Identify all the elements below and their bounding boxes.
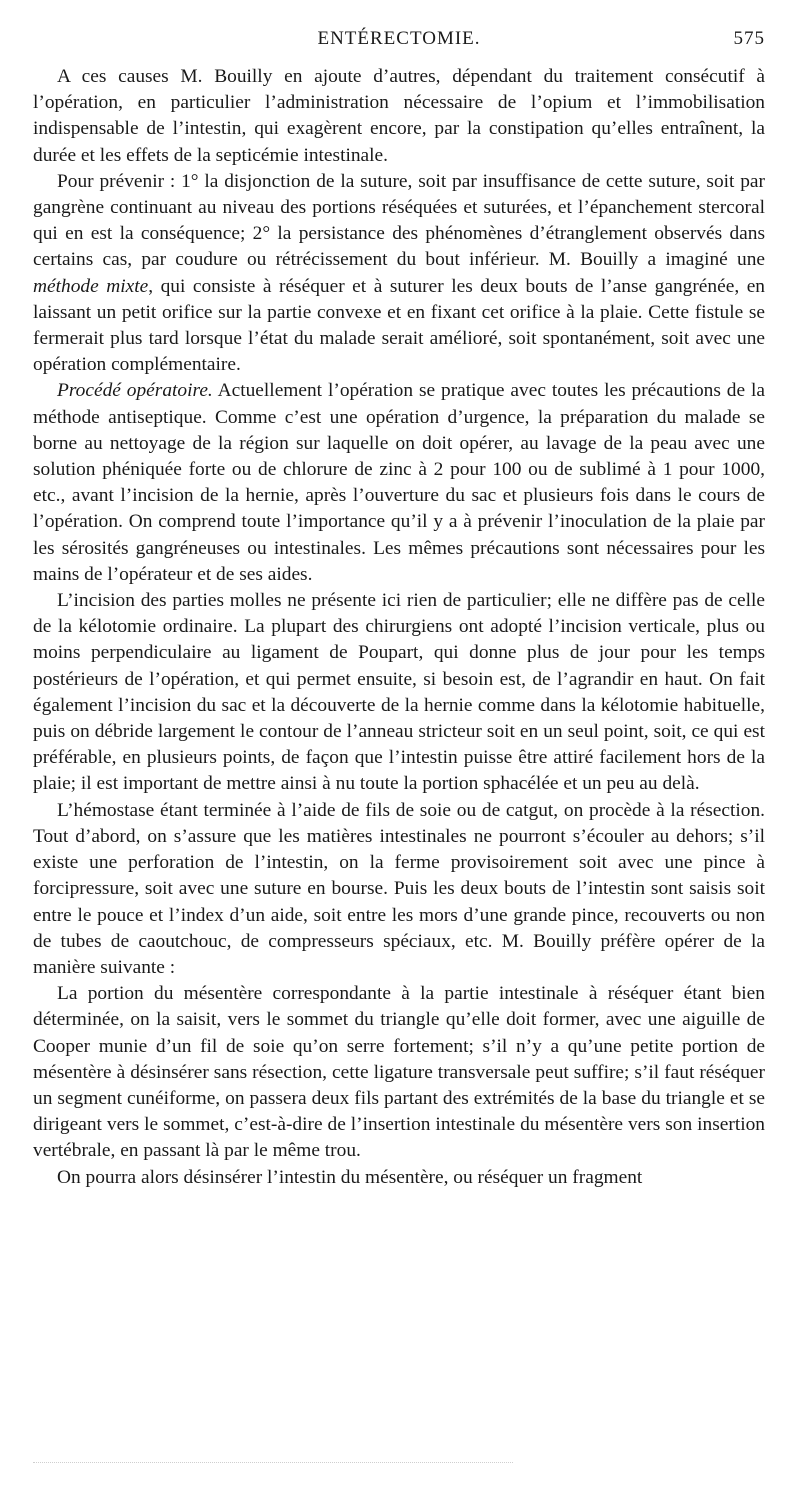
paragraph-7: On pourra alors désinsérer l’intestin du mésentère, ou réséquer un fragment [57,1166,643,1188]
bleed-through-mark [33,1462,513,1465]
paragraph-2-text-b: , qui consiste à réséquer et à suturer les deux bouts de l’anse gangrénée, en laissant un petit orifice sur la partie convexe et en fixant cet orifice à la plaie. Cette fistule se fermerait plus tard lorsque l’état du malade serait amélioré, soit spontanément, soit avec une opération complémentaire. [33,275,765,376]
page-number: 575 [733,28,765,49]
paragraph-5: L’hémostase étant terminée à l’aide de fils de soie ou de catgut, on procède à la résection. Tout d’abord, on s’assure que les matières intestinales ne pourront s’écouler au dehors; s’il existe une perforation de l’intestin, on la ferme provisoirement soit avec une pince à forcipressure, soit avec une suture en bourse. Puis les deux bouts de l’intestin sont saisis soit entre le pouce et l’index d’un aide, soit entre les mors d’une grande pince, recouverts ou non de tubes de caoutchouc, de compresseurs spéciaux, etc. M. Bouilly préfère opérer de la manière suivante : [33,799,765,978]
section-heading-procede: Procédé opératoire. [57,380,213,402]
paragraph-2-text-a: Pour prévenir : 1° la disjonction de la suture, soit par insuffisance de cette suture, soit par gangrène continuant au niveau des portions réséquées et suturées, et l’épanchement stercoral qui en est la conséquence; 2° la persistance des phénomènes d’étranglement observés dans certains cas, par coudure ou rétrécissement du bout inférieur. M. Bouilly a imaginé une [33,170,765,271]
running-header [33,28,765,58]
paragraph-3-text: Actuellement l’opération se pratique avec toutes les précautions de la méthode antiseptique. Comme c’est une opération d’urgence, la préparation du malade se borne au nettoyage de la région sur laquelle on doit opérer, au lavage de la peau avec une solution phéniquée forte ou de chlorure de zinc à 2 pour 100 ou de sublimé à 1 pour 1000, etc., avant l’incision de la hernie, après l’ouverture du sac et plusieurs fois dans le cours de l’opération. On comprend toute l’importance qu’il y a à prévenir l’inoculation de la plaie par les sérosités gangréneuses ou intestinales. Les mêmes précautions sont nécessaires pour les mains de l’opérateur et de ses aides. [33,380,765,585]
paragraph-1: A ces causes M. Bouilly en ajoute d’autres, dépendant du traitement consécutif à l’opération, en particulier l’administration nécessaire de l’opium et l’immobilisation indispensable de l’intestin, qui exagèrent encore, par la constipation qu’elles entraînent, la durée et les effets de la septicémie intestinale. [33,66,765,166]
paragraph-6: La portion du mésentère correspondante à la partie intestinale à réséquer étant bien déterminée, on la saisit, vers le sommet du triangle qu’elle doit former, avec une aiguille de Cooper munie d’un fil de soie qu’on serre fortement; s’il n’y a qu’une petite portion de mésentère à désinsérer sans résection, cette ligature transversale peut suffire; s’il faut réséquer un segment cunéiforme, on passera deux fils partant des extrémités de la base du triangle et se dirigeant vers le sommet, c’est-à-dire de l’insertion intestinale du mésentère vers son insertion vertébrale, en passant là par le même trou. [33,983,765,1162]
paragraph-2 [33,169,765,379]
paragraph-3 [33,378,765,588]
body-text [33,64,765,1191]
paragraph-4: L’incision des parties molles ne présente ici rien de particulier; elle ne diffère pas de celle de la kélotomie ordinaire. La plupart des chirurgiens ont adopté l’incision verticale, plus ou moins perpendiculaire au ligament de Poupart, qui donne plus de jour pour les temps postérieurs de l’opération, et qui permet ensuite, si besoin est, de l’agrandir en haut. On fait également l’incision du sac et la découverte de la hernie comme dans la kélotomie habituelle, puis on débride largement le contour de l’anneau stricteur soit en un seul point, soit, ce qui est préférable, en plusieurs points, de façon que l’intestin puisse être attiré facilement hors de la plaie; il est important de mettre ainsi à nu toute la portion sphacélée et un peu au delà. [33,590,765,795]
running-title: ENTÉRECTOMIE. [317,28,481,49]
method-term: méthode mixte [33,275,149,297]
